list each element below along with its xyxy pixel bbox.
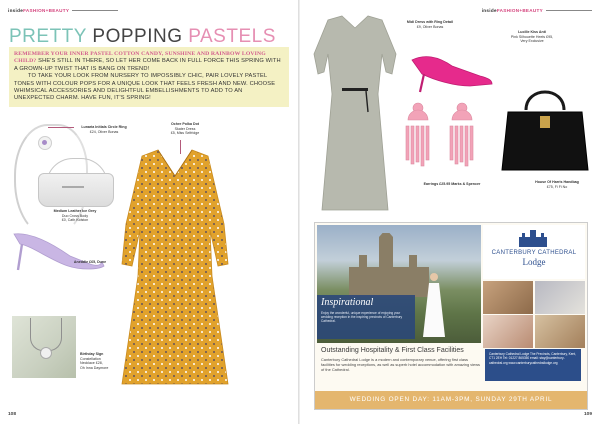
intro-box (9, 47, 289, 107)
bride-figure (421, 269, 447, 339)
cathedral-logo-icon (515, 229, 551, 247)
logo-text-lodge: Lodge (522, 257, 546, 267)
caption-pink-mule: Lucille Kiss Anti Pink Silhouette Heels £95, Very Exclusive (510, 30, 554, 44)
magazine-brand: inside (8, 8, 24, 13)
ochre-polka-dress-image (120, 146, 230, 392)
cathedral-lodge-advert (314, 222, 588, 410)
running-head-right (482, 8, 592, 13)
running-head-left (8, 8, 118, 13)
caption-disc-necklace: Birthday Sign Constellation Necklace £28, Oh Inna Daymore (80, 352, 109, 370)
intro-paragraph-2 (14, 73, 284, 103)
intro-paragraph-1 (14, 51, 284, 73)
overlay-text: Enjoy the wonderful, unique experience of enjoying your wedding reception in the inspiring precincts of Canterbury Cathedral. (321, 311, 403, 324)
caption-lilac-heel: Aneddie £65, Dune (73, 260, 107, 264)
advert-contact-box: Canterbury Cathedral Lodge The Precincts, Canterbury, Kent, CT1 2EH Tel: 01227 865350 email: stay@canterbury-cathedral.org www.canterburycathedrallodge.org (485, 349, 581, 381)
pendant-stone (42, 140, 47, 145)
logo-text-canterbury: CANTERBURY CATHEDRAL (491, 250, 577, 256)
venue-photo-1 (483, 281, 533, 314)
advert-headline: Outstanding Hospitality & First Class Facilities (321, 347, 464, 354)
caption-earrings: Earrings £25.95 Marks & Spencer (423, 182, 481, 186)
caption-handbag: House Of Harris Handbag £75, Fi Fi No (535, 180, 579, 189)
page-number-right: 109 (583, 412, 592, 417)
bag-logo (62, 186, 84, 188)
page-title (9, 26, 276, 48)
caption-ochre-dress: Ochre Polka Dot Skater Dress £5, Miss Selfridge (170, 122, 200, 136)
venue-photo-3 (483, 315, 533, 348)
caption-maxi-dress: Midi Dress with Ring Detail £9, Oliver Bonas (406, 20, 454, 29)
header-rule (546, 10, 592, 11)
caption-grey-bag: Medium Leather Ice Grey Duo Cross Body £0, Cath Kidston (53, 209, 97, 223)
pink-mule-image (410, 52, 494, 94)
open-day-banner: WEDDING OPEN DAY: 11AM-3PM, SUNDAY 29TH APRIL (315, 391, 587, 409)
advert-body: Canterbury Cathedral Lodge is a modern and contemporary venue, offering first class facilities for wedding receptions, as well as superb hotel accommodation with amazing views of the Cathedral. (321, 357, 480, 373)
leader-line-necklace (48, 127, 74, 128)
intro-lead: REMEMBER YOUR INNER PASTEL COTTON CANDY, SUNSHINE AND RAINBOW LOVING CHILD? (14, 51, 266, 65)
intro-text-1: SHE'S STILL IN THERE, SO LET HER COME BACK IN FULL FORCE THIS SPRING WITH A GROWN-UP TWIST THAT IS BANG ON TREND! (14, 58, 281, 72)
black-handbag-image (500, 80, 590, 176)
section-name: FASHION+BEAUTY (23, 8, 70, 13)
intro-text-2: TO TAKE YOUR LOOK FROM NURSERY TO IMPOSSIBLY CHIC, PAIR LOVELY PASTEL TONES WITH COLOUR POPS FOR A UNIQUE LOOK THAT FEELS FRESH AND NEW. CHOOSE WHIMSICAL ACCESSORIES AND DELIGHTFUL EMBELLISHMENTS TO ADD TO AN UNEXPECTED CHARM. HAVE FUN, IT'S SPRING! (14, 73, 276, 102)
page-number-left: 108 (8, 412, 17, 417)
leader-line-dress (180, 140, 181, 154)
venue-photo-4 (535, 315, 585, 348)
caption-circle-necklace: Lunaria Initials Circle Ring £24, Oliver Bonas (81, 125, 127, 134)
pink-earrings-image (400, 98, 484, 182)
lilac-heel-image (10, 226, 106, 272)
venue-photo-2 (535, 281, 585, 314)
header-rule (72, 10, 118, 11)
right-page (300, 0, 600, 424)
magazine-brand: inside (481, 8, 497, 13)
title-word-pretty: PRETTY (9, 26, 93, 47)
disc-pendant (40, 347, 52, 359)
title-word-popping: POPPING (92, 26, 189, 47)
title-word-pastels: PASTELS (188, 26, 276, 47)
section-name: FASHION+BEAUTY (496, 8, 543, 13)
overlay-title: Inspirational (321, 297, 374, 308)
grey-maxi-dress-image (312, 14, 398, 214)
grey-crossbody-bag-image (38, 173, 114, 207)
